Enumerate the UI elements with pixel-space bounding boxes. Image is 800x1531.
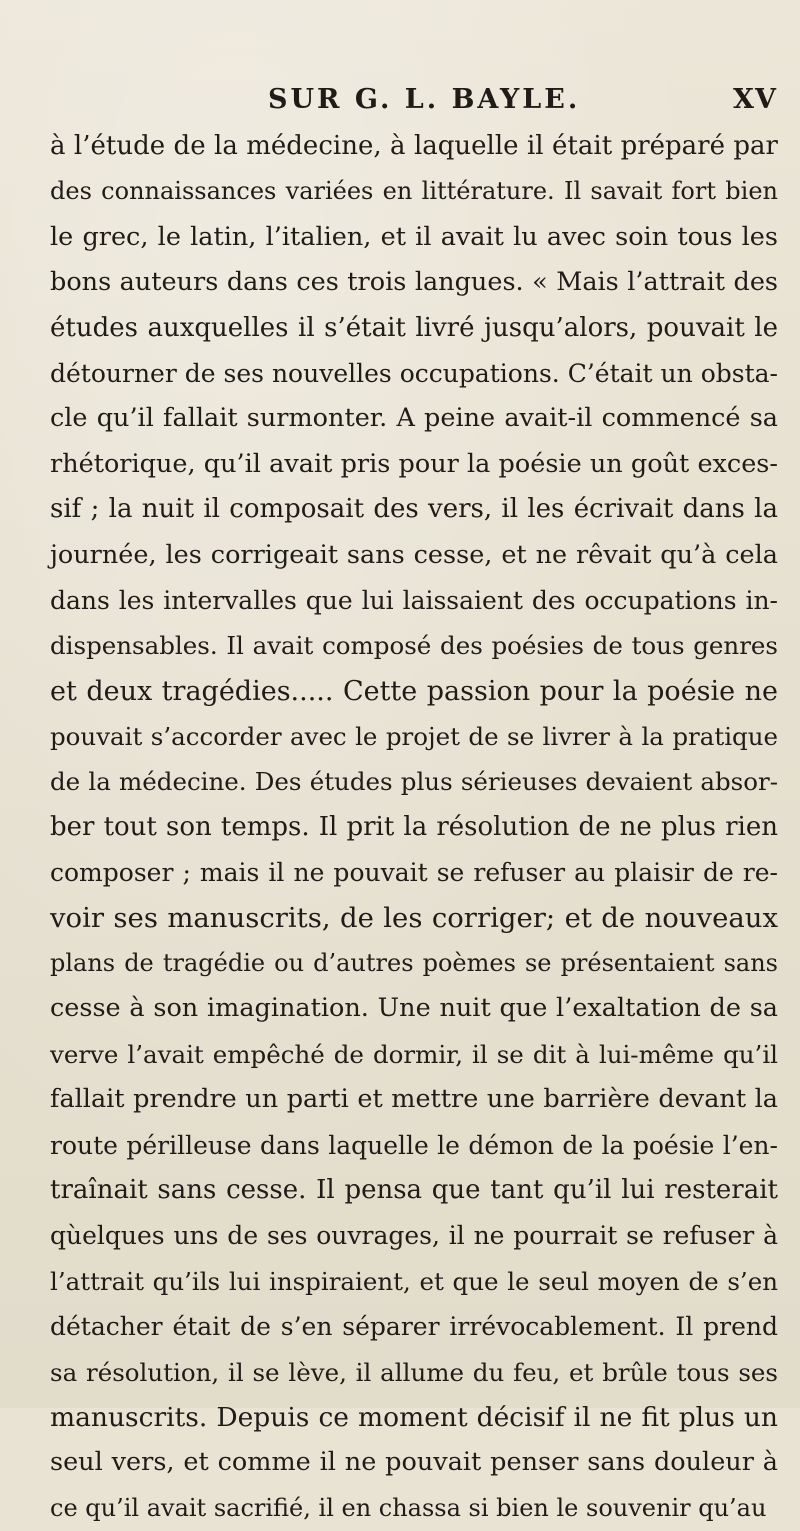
text-line: de la médecine. Des études plus sérieuses devaient absor- (50, 767, 778, 797)
text-line: voir ses manuscrits, de les corriger; et de nouveaux (50, 901, 778, 934)
text-line: seul vers, et comme il ne pouvait penser sans douleur à (50, 1447, 778, 1478)
text-line: et deux tragédies..... Cette passion pour la poésie ne (50, 675, 778, 707)
text-line: bons auteurs dans ces trois langues. « Mais l’attrait des (50, 267, 778, 298)
text-line: ce qu’il avait sacrifié, il en chassa si bien le souvenir qu’au (50, 1493, 767, 1522)
text-line: rhétorique, qu’il avait pris pour la poésie un goût exces- (50, 448, 778, 479)
text-line: dispensables. Il avait composé des poésies de tous genres (50, 631, 778, 661)
page-number: XV (733, 84, 777, 115)
text-line: composer ; mais il ne pouvait se refuser au plaisir de re- (50, 858, 778, 888)
text-line: dans les intervalles que lui laissaient des occupations in- (50, 585, 778, 615)
text-line: sif ; la nuit il composait des vers, il les écrivait dans la (50, 494, 778, 525)
text-line: fallait prendre un parti et mettre une barrière devant la (50, 1084, 778, 1115)
text-line: route périlleuse dans laquelle le démon de la poésie l’en- (50, 1130, 778, 1160)
text-line: manuscrits. Depuis ce moment décisif il ne fit plus un (50, 1401, 778, 1433)
text-line: sa résolution, il se lève, il allume du feu, et brûle tous ses (50, 1357, 778, 1387)
text-line: journée, les corrigeait sans cesse, et ne rêvait qu’à cela (50, 539, 778, 570)
text-line: cle qu’il fallait surmonter. A peine avait-il commencé sa (50, 403, 778, 434)
text-line: verve l’avait empêché de dormir, il se dit à lui-même qu’il (50, 1039, 778, 1069)
body-text (50, 124, 778, 1531)
text-line: détourner de ses nouvelles occupations. C’était un obsta- (50, 358, 778, 388)
running-head (0, 84, 800, 124)
text-line: pouvait s’accorder avec le projet de se livrer à la pratique (50, 722, 778, 752)
text-line: plans de tragédie ou d’autres poèmes se présentaient sans (50, 949, 778, 978)
text-line: l’attrait qu’ils lui inspiraient, et que le seul moyen de s’en (50, 1266, 778, 1296)
text-line: à l’étude de la médecine, à laquelle il était préparé par (50, 131, 778, 161)
text-line: ber tout son temps. Il prit la résolution de ne plus rien (50, 811, 778, 842)
text-line: qùelques uns de ses ouvrages, il ne pourrait se refuser à (50, 1221, 778, 1251)
text-line: traînait sans cesse. Il pensa que tant qu’il lui resterait (50, 1174, 778, 1205)
text-line: des connaissances variées en littérature. Il savait fort bien (50, 177, 778, 206)
text-line: cesse à son imagination. Une nuit que l’exaltation de sa (50, 993, 778, 1024)
text-line: études auxquelles il s’était livré jusqu’alors, pouvait le (50, 312, 778, 343)
text-line: le grec, le latin, l’italien, et il avait lu avec soin tous les (50, 221, 778, 252)
text-line: détacher était de s’en séparer irrévocablement. Il prend (50, 1312, 778, 1342)
running-title: SUR G. L. BAYLE. (268, 84, 581, 115)
